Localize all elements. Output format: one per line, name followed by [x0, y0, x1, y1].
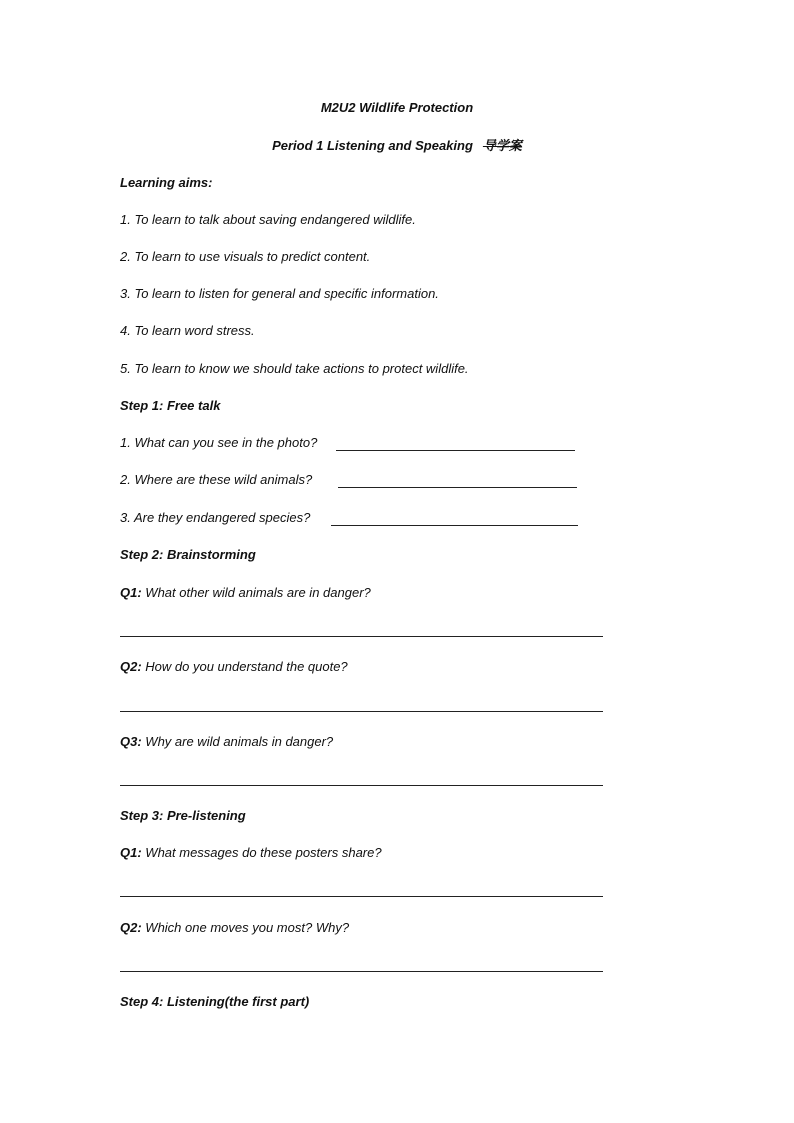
question-text: What messages do these posters share?: [145, 845, 382, 860]
step1-heading: Step 1: Free talk: [120, 398, 221, 413]
page-title: M2U2 Wildlife Protection: [320, 100, 474, 115]
step2-heading: Step 2: Brainstorming: [120, 547, 256, 562]
question-label: Q1:: [120, 585, 142, 600]
step3-answer-line-2[interactable]: [120, 971, 603, 972]
question-text: What other wild animals are in danger?: [145, 585, 371, 600]
step1-question-2: 2. Where are these wild animals?: [120, 472, 313, 487]
step3-heading: Step 3: Pre-listening: [120, 808, 246, 823]
subtitle-main: Period 1 Listening and Speaking: [272, 138, 473, 153]
question-text: Which one moves you most? Why?: [145, 920, 350, 935]
aim-item-3: 3. To learn to listen for general and specific information.: [120, 286, 439, 301]
step2-answer-line-3[interactable]: [120, 785, 603, 786]
aim-item-5: 5. To learn to know we should take actions to protect wildlife.: [120, 361, 469, 376]
question-text: Why are wild animals in danger?: [145, 734, 334, 749]
question-label: Q3:: [120, 734, 142, 749]
aims-heading: Learning aims:: [120, 175, 213, 190]
aim-item-4: 4. To learn word stress.: [120, 323, 255, 338]
step2-answer-line-2[interactable]: [120, 711, 603, 712]
aim-item-2: 2. To learn to use visuals to predict content.: [120, 249, 371, 264]
question-text: How do you understand the quote?: [145, 659, 348, 674]
step2-answer-line-1[interactable]: [120, 636, 603, 637]
step1-answer-line-1[interactable]: [336, 450, 575, 451]
step4-heading: Step 4: Listening(the first part): [120, 994, 310, 1009]
page-subtitle: [0, 138, 794, 155]
step2-question-2: [120, 659, 348, 675]
question-label: Q1:: [120, 845, 142, 860]
step3-question-2: [120, 920, 349, 936]
step2-question-3: [120, 734, 333, 750]
step1-answer-line-3[interactable]: [331, 525, 578, 526]
step3-question-1: [120, 845, 382, 861]
question-label: Q2:: [120, 920, 142, 935]
step1-question-1: 1. What can you see in the photo?: [120, 435, 318, 450]
step3-answer-line-1[interactable]: [120, 896, 603, 897]
step2-question-1: [120, 585, 371, 601]
step1-question-3: 3. Are they endangered species?: [120, 510, 311, 525]
step1-answer-line-2[interactable]: [338, 487, 577, 488]
question-label: Q2:: [120, 659, 142, 674]
subtitle-cn: 导学案: [482, 139, 522, 154]
aim-item-1: 1. To learn to talk about saving endangered wildlife.: [120, 212, 416, 227]
